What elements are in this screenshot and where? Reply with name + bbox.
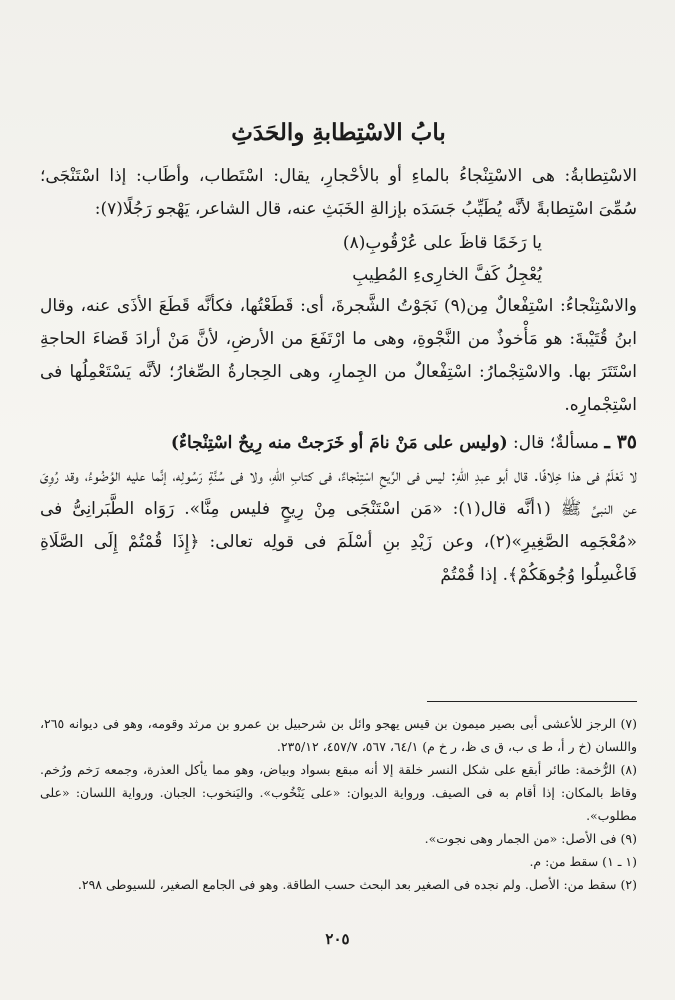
issue-number: ٣٥ ـ — [604, 431, 637, 453]
issue-line — [40, 426, 637, 460]
paragraph-commentary: لا نَعْلَمُ فى هذا خِلافًا. قال أبو عبدِ اللهِ: ليس فى الرِّيحِ اسْتِنْجاءٌ، فى كتابِ اللهِ، ولا فى سُنَّةِ رَسُولِه، إنَّما عليه الوُضُوءُ، وقد رُوِىَ عن النبىِّ ﷺ (١أنَّه قال(١): «مَن اسْتَنْجَى مِنْ رِيحٍ فليس مِنَّا». رَوَاه الطَّبَرانِىُّ فى «مُعْجَمِه الصَّغِيرِ»(٢)، وعن زَيْدِ بنِ أسْلَمَ فى قولِه تعالى: ﴿إِذَا قُمْتُمْ إِلَى الصَّلَاةِ فَاغْسِلُوا وُجُوهَكُمْ﴾. إذا قُمْتُمْ — [40, 466, 638, 585]
footnote-1-1: (١ ـ ١) سقط من: م. — [529, 854, 637, 869]
footnotes — [40, 712, 637, 896]
paragraph-istitaba: الاسْتِطابةُ: هى الاسْتِنْجاءُ بالماءِ أو بالأحْجارِ، يقال: اسْتَطاب، وأطَاب: إذا اسْتَنْجَى؛ سُمِّىَ اسْتِطابةً لأنَّه يُطَيِّبُ جَسَدَه بإزالةِ الخَبَثِ عنه، قال الشاعر، يَهْجو رَجُلًا(٧): — [40, 166, 637, 219]
footnote-9: (٩) فى الأصل: «من الجمار وهى نجوت». — [424, 831, 637, 846]
main-text-column — [40, 118, 637, 592]
paragraph-istinja: والاسْتِنْجاءُ: اسْتِفْعالٌ مِن(٩) نَجَوْتُ الشَّجرةَ، أى: قَطَعْتُها، فكأنَّه قَطَعَ الأذَى عنه، وقال ابنُ قُتَيْبةَ: هو مَأْخوذٌ من النَّجْوةِ، وهى ما ارْتَفَعَ من الأرضِ، لأنَّ مَنْ أرادَ قَضاءَ الحاجةِ اسْتَتَرَ بها. والاسْتِجْمارُ: اسْتِفْعالٌ من الجِمارِ، وهى الحِجارةُ الصِّغارُ؛ لأنَّه يَسْتَعْمِلُها فى اسْتِجْمارِه. — [40, 296, 637, 415]
issue-label: مسألةٌ؛ قال: — [513, 433, 599, 453]
page-number: ٢٠٥ — [325, 930, 350, 948]
footnote-8: (٨) الرُّخمة: طائر أبقع على شكل النسر خلقة إلا أنه مبقع بسواد وبياض، وهو مما يأكل العذرة، وجمعه رَخم ورُخم. وقاظ بالمكان: إذا أقام به فى الصيف. ورواية الديوان: «على يَنْخُوب». واليَنخوب: الجبان. ورواية اللسان: «على مطلوب». — [40, 762, 637, 823]
footnote-7: (٧) الرجز للأعشى أبى بصير ميمون بن قيس يهجو وائل بن شرحبيل بن عمرو بن مرثد وقومه، وهو فى ديوانه ٢٦٥، واللسان (خ ر أ، ط ى ب، ق ى ظ، ر خ م) ٦٤/١، ٥٦٧، ٤٥٧/٧، ٢٣٥/١٢. — [40, 716, 637, 754]
verse-line-1: يا رَخَمًا قاظَ على عُرْقُوبِ(٨) — [342, 233, 542, 253]
verse-line-2: يُعْجِلُ كَفَّ الخارِىءِ المُطِيبِ — [352, 265, 542, 285]
issue-title: (وليس على مَنْ نامَ أو خَرَجتْ منه رِيحٌ اسْتِنْجاءٌ) — [170, 433, 508, 453]
footnote-2: (٢) سقط من: الأصل. ولم نجده فى الصغير بعد البحث حسب الطاقة. وهو فى الجامع الصغير، للسيوطى ٢٩٨. — [77, 877, 637, 892]
chapter-heading: بابُ الاسْتِطابةِ والحَدَثِ — [231, 119, 446, 146]
footnote-divider — [427, 701, 637, 702]
